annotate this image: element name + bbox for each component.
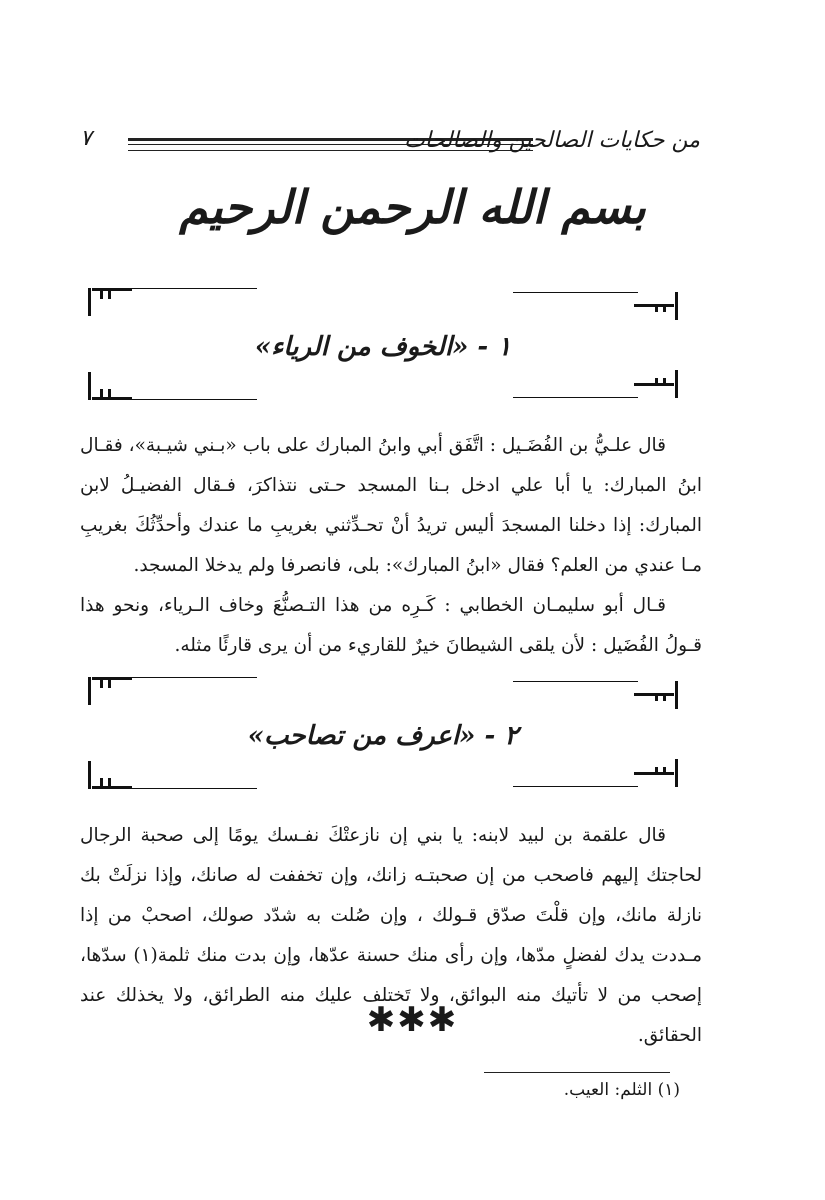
frame-ornament-bottom-left — [88, 761, 253, 789]
frame-ornament-bottom-left — [88, 372, 253, 400]
section-title: ٢ - «اعرف من تصاحب» — [247, 721, 519, 751]
basmala: بسم الله الرحمن الرحيم — [179, 180, 646, 234]
page-number: ٧ — [80, 126, 92, 151]
section-title-frame — [88, 288, 678, 400]
frame-ornament-bottom-right — [513, 759, 678, 787]
paragraph: قال علـيُّ بن الفُضَـيل : اتَّفَق أبي وابنُ المبارك على باب «بـني شيـبة»، فقـال ابنُ المبارك: يا أبا علي ادخل بـنا المسجد حـتى نتذاكرَ، فـقال الفضيـلُ لابن المبارك: إذا دخلنا المسجدَ أليس تريدُ أنْ تحـدِّثني بغريبِ ما عندك وأحدِّثُكَ بغريبِ مـا عندي من العلم؟ فقال «ابنُ المبارك»: بلى، فانصرفا ولم يدخلا المسجد. — [80, 435, 702, 576]
paragraph: قـال أبو سليمـان الخطابي : كَـرِه من هذا التـصنُّعَ وخاف الـرياء، ونحو هذا قـولُ الفُضَيل : لأن يلقى الشيطانَ خيرٌ للقاريء من أن يرى قارئًا مثله. — [80, 595, 702, 656]
frame-ornament-top-left — [88, 288, 253, 316]
frame-ornament-top-right — [513, 292, 678, 320]
paragraph: قال علقمة بن لبيد لابنه: يا بني إن نازعتْكَ نفـسك يومًا إلى صحبة الرجال لحاجتك إليهم فاصحب من إن صحبتـه زانك، وإن تخففت له صانك، وإذا نزلَتْ بك نازلة مانك، وإن قلْتَ صدّق قـولك ، وإن صُلت به شدّد صولك، اصحبْ من إذا مـددت يدك لفضلٍ مدّها، وإن رأى منك حسنة عدّها، وإن بدت منك ثلمة(١) سدّها، إصحب من لا تأتيك منه البوائق، ولا تَختلف عليك منه الطرائق، ولا يخذلك عند الحقائق. — [80, 825, 702, 1046]
footnote-rule — [484, 1072, 670, 1073]
book-title: من حكايات الصالحين والصالحات — [404, 128, 700, 153]
frame-ornament-bottom-right — [513, 370, 678, 398]
frame-ornament-top-right — [513, 681, 678, 709]
section-separator: ✱✱✱ — [366, 1000, 459, 1040]
frame-ornament-top-left — [88, 677, 253, 705]
footnote: (١) الثلم: العيب. — [563, 1080, 680, 1100]
section-title-frame — [88, 677, 678, 789]
running-header — [80, 126, 700, 166]
section-title: ١ - «الخوف من الرياء» — [254, 332, 512, 362]
